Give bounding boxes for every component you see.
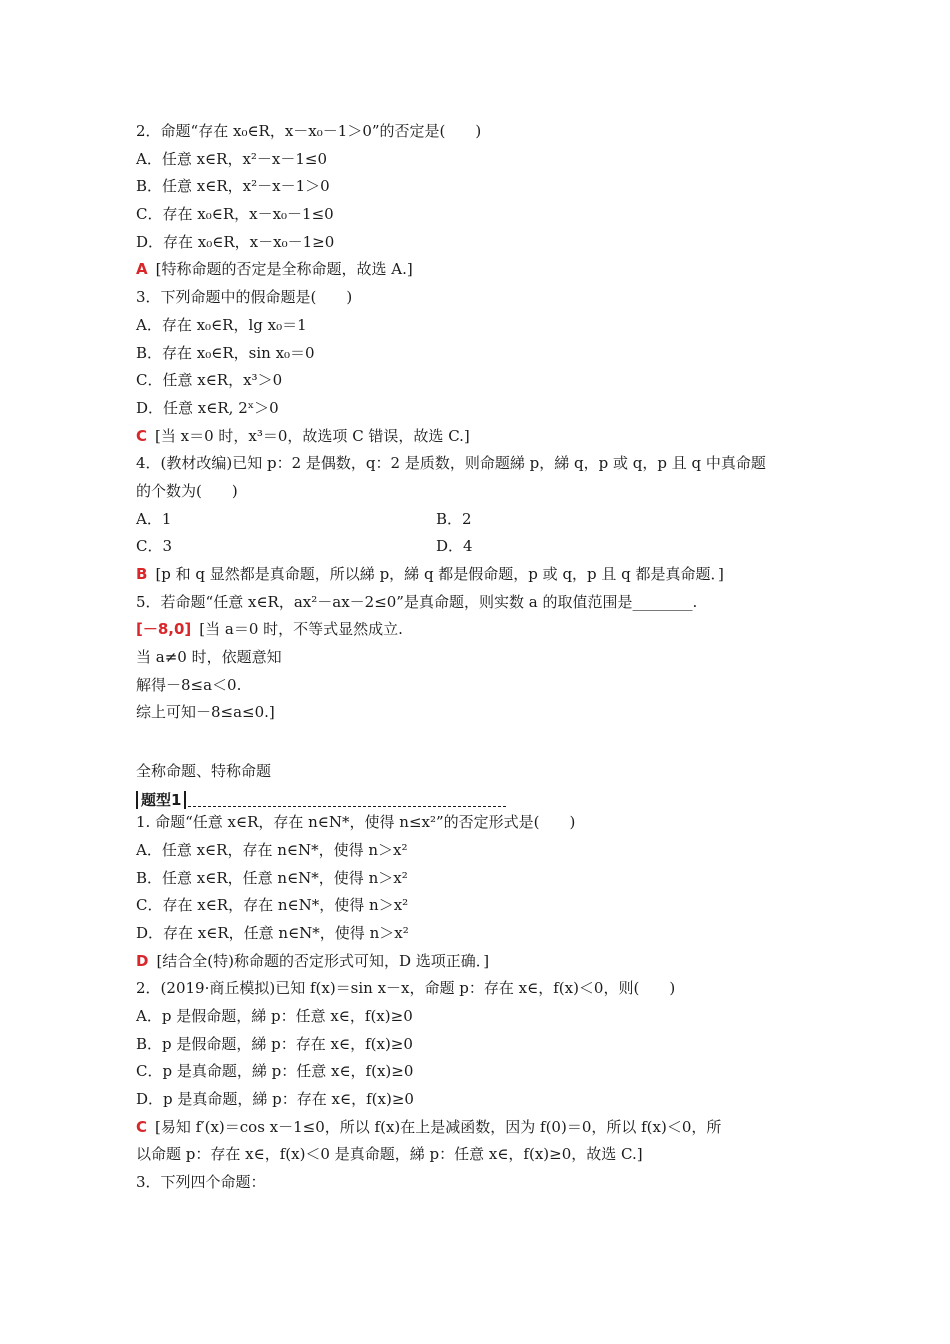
text-line <box>136 201 826 229</box>
option-row <box>136 506 826 534</box>
text-line <box>136 284 826 312</box>
text-line <box>136 1141 826 1169</box>
text-line <box>136 837 826 865</box>
line-text: B．p 是假命题，綈 p：存在 x∈，f(x)≥0 <box>136 1034 413 1053</box>
text-line <box>136 644 826 672</box>
text-line <box>136 1086 826 1114</box>
line-text: C．p 是真命题，綈 p：任意 x∈，f(x)≥0 <box>136 1062 414 1081</box>
text-line <box>136 423 826 451</box>
text-line <box>136 367 826 395</box>
text-line <box>136 920 826 948</box>
answer-label: C <box>136 1117 148 1136</box>
line-text: A．任意 x∈R，x²－x－1≤0 <box>136 149 328 168</box>
line-text: C．存在 x∈R，存在 n∈N*，使得 n＞x² <box>136 896 409 915</box>
option-text: A．1 <box>136 509 172 528</box>
line-text: 2．命题“存在 x₀∈R，x－x₀－1＞0”的否定是( ) <box>136 122 482 140</box>
text-line <box>136 672 826 700</box>
line-text: D．p 是真命题，綈 p：存在 x∈，f(x)≥0 <box>136 1090 414 1108</box>
text-line <box>136 699 826 727</box>
section-title: 全称命题、特称命题 <box>136 762 272 781</box>
text-line <box>136 146 826 174</box>
text-line <box>136 256 826 284</box>
line-text: 的个数为( ) <box>136 481 238 500</box>
text-line <box>136 1169 826 1197</box>
answer-label: [－8,0] <box>136 620 192 639</box>
text-line <box>136 1058 826 1086</box>
line-text: D．存在 x₀∈R，x－x₀－1≥0 <box>136 232 335 251</box>
section-tag-row <box>136 785 826 809</box>
line-text: 3．下列命题中的假命题是( ) <box>136 288 353 307</box>
document-page <box>136 118 826 1197</box>
text-line <box>136 865 826 893</box>
line-text: A．存在 x₀∈R，lg x₀＝1 <box>136 315 307 334</box>
line-text: 5．若命题“任意 x∈R，ax²－ax－2≤0”是真命题，则实数 a 的取值范围是________. <box>136 592 698 611</box>
option-text: B．2 <box>436 509 472 528</box>
answer-label: D <box>136 951 149 970</box>
line-text: [结合全(特)称命题的否定形式可知，D 选项正确．] <box>156 951 490 970</box>
answer-label: C <box>136 426 148 445</box>
questions-block-2 <box>136 561 826 727</box>
text-line <box>136 1003 826 1031</box>
line-text: D．存在 x∈R，任意 n∈N*，使得 n＞x² <box>136 923 409 942</box>
option-text: C．3 <box>136 537 173 556</box>
line-text: 2．(2019·商丘模拟)已知 f(x)＝sin x－x，命题 p：存在 x∈，f(x)＜0，则( ) <box>136 979 676 998</box>
text-line <box>136 589 826 617</box>
line-text: [当 a＝0 时，不等式显然成立. <box>199 620 403 639</box>
question-4-options <box>136 506 826 561</box>
text-line <box>136 1031 826 1059</box>
text-line <box>136 561 826 589</box>
text-line <box>136 892 826 920</box>
line-text: [p 和 q 显然都是真命题，所以綈 p，綈 q 都是假命题，p 或 q，p 且 q 都是真命题．] <box>155 565 724 583</box>
line-text: B．任意 x∈R，x²－x－1＞0 <box>136 177 330 196</box>
line-text: 综上可知－8≤a≤0.] <box>136 703 275 722</box>
questions-block-3 <box>136 809 826 1197</box>
line-text: 以命题 p：存在 x∈，f(x)＜0 是真命题，綈 p：任意 x∈，f(x)≥0，故选 C.] <box>136 1145 643 1164</box>
text-line <box>136 395 826 423</box>
line-text: B．任意 x∈R，任意 n∈N*，使得 n＞x² <box>136 868 408 887</box>
line-text: 1. 命题“任意 x∈R，存在 n∈N*，使得 n≤x²”的否定形式是( ) <box>136 813 576 832</box>
option-text: D．4 <box>436 537 473 556</box>
text-line <box>136 478 826 506</box>
line-text: B．存在 x₀∈R，sin x₀＝0 <box>136 343 315 362</box>
line-text: 当 a≠0 时，依题意知 <box>136 648 282 667</box>
text-line <box>136 975 826 1003</box>
line-text: A．p 是假命题，綈 p：任意 x∈，f(x)≥0 <box>136 1006 413 1025</box>
line-text: [易知 f′(x)＝cos x－1≤0，所以 f(x)在上是减函数，因为 f(0)＝0，所以 f(x)＜0，所 <box>155 1117 722 1136</box>
text-line <box>136 1114 826 1142</box>
questions-block-1 <box>136 118 826 506</box>
text-line <box>136 616 826 644</box>
section-tag: 题型1 <box>136 791 186 809</box>
answer-label: B <box>136 565 148 583</box>
line-text: C．任意 x∈R，x³＞0 <box>136 371 283 390</box>
line-text: [当 x＝0 时，x³＝0，故选项 C 错误，故选 C.] <box>155 426 470 445</box>
line-text: A．任意 x∈R，存在 n∈N*，使得 n＞x² <box>136 840 408 859</box>
text-line <box>136 118 826 146</box>
dashed-divider <box>188 806 506 807</box>
text-line <box>136 340 826 368</box>
line-text: C．存在 x₀∈R，x－x₀－1≤0 <box>136 205 334 224</box>
text-line <box>136 948 826 976</box>
line-text: 4．(教材改编)已知 p：2 是偶数，q：2 是质数，则命题綈 p，綈 q，p 或 q，p 且 q 中真命题 <box>136 454 766 473</box>
line-text: 3．下列四个命题： <box>136 1173 266 1192</box>
text-line <box>136 450 826 478</box>
line-text: D．任意 x∈R, 2ˣ＞0 <box>136 398 279 417</box>
text-line <box>136 312 826 340</box>
text-line <box>136 809 826 837</box>
answer-label: A <box>136 260 148 279</box>
text-line <box>136 229 826 257</box>
spacer <box>136 727 826 757</box>
line-text: 解得－8≤a＜0. <box>136 675 242 694</box>
text-line <box>136 173 826 201</box>
option-row <box>136 533 826 561</box>
line-text: [特称命题的否定是全称命题，故选 A.] <box>155 260 413 279</box>
